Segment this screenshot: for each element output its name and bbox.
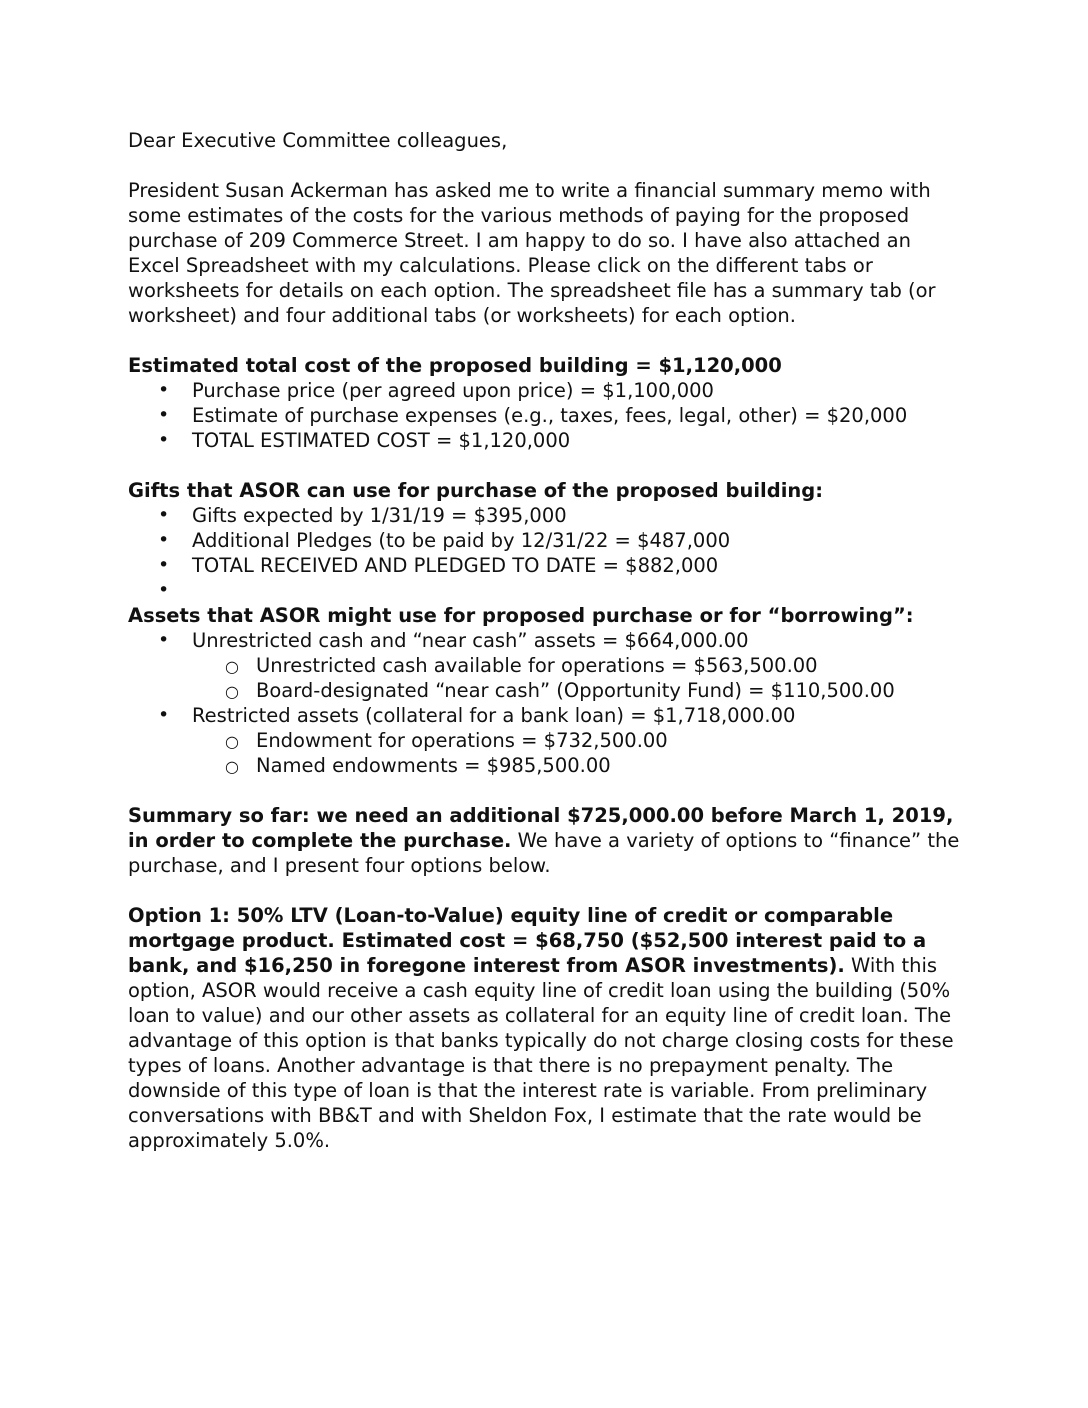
list-item: • Restricted assets (collateral for a bank loan) = $1,718,000.00 — [158, 704, 796, 727]
sub-list-item: ○ Unrestricted cash available for operations = $563,500.00 — [225, 654, 818, 677]
list-item: • Gifts expected by 1/31/19 = $395,000 — [158, 504, 567, 527]
bullet-icon: • — [158, 429, 170, 451]
list-item: • Estimate of purchase expenses (e.g., taxes, fees, legal, other) = $20,000 — [158, 404, 908, 427]
circle-bullet-icon: ○ — [225, 732, 239, 751]
bullet-icon: • — [158, 529, 170, 551]
memo-body — [128, 128, 968, 1153]
list-item-empty — [128, 578, 968, 603]
bullet-icon: • — [158, 704, 170, 726]
cost-list — [128, 378, 968, 453]
summary-paragraph — [128, 803, 968, 878]
cost-heading: Estimated total cost of the proposed building = $1,120,000 — [128, 354, 782, 377]
bullet-icon: • — [158, 629, 170, 651]
greeting: Dear Executive Committee colleagues, — [128, 129, 508, 152]
sub-list-item: ○ Endowment for operations = $732,500.00 — [225, 729, 668, 752]
list-item: • TOTAL RECEIVED AND PLEDGED TO DATE = $882,000 — [158, 554, 719, 577]
sub-list-item: ○ Board-designated “near cash” (Opportunity Fund) = $110,500.00 — [225, 679, 895, 702]
circle-bullet-icon: ○ — [225, 757, 239, 776]
gifts-heading: Gifts that ASOR can use for purchase of the proposed building: — [128, 479, 824, 502]
assets-heading: Assets that ASOR might use for proposed purchase or for “borrowing”: — [128, 604, 914, 627]
option1-text: With this option, ASOR would receive a cash equity line of credit loan using the building (50% loan to value) and our other assets as collateral for an equity line of credit loan. The advantage of this option is that banks typically do not charge closing costs for these types of loans. Another advantage is that there is no prepayment penalty. The downside of this type of loan is that the interest rate is variable. From preliminary conversations with BB&T and with Sheldon Fox, I estimate that the rate would be approximately 5.0%. — [128, 954, 954, 1152]
list-item: • TOTAL ESTIMATED COST = $1,120,000 — [158, 429, 571, 452]
circle-bullet-icon: ○ — [225, 682, 239, 701]
bullet-icon: • — [158, 554, 170, 576]
bullet-icon: • — [158, 504, 170, 526]
bullet-icon: • — [158, 379, 170, 401]
summary-text: We have a variety of options to “finance” the purchase, and I present four options below. — [128, 829, 960, 877]
intro-paragraph: President Susan Ackerman has asked me to write a financial summary memo with some estimates of the costs for the various methods of paying for the proposed purchase of 209 Commerce Street. I am happy to do so. I have also attached an Excel Spreadsheet with my calculations. Please click on the different tabs or worksheets for details on each option. The spreadsheet file has a summary tab (or worksheet) and four additional tabs (or worksheets) for each option. — [128, 179, 936, 327]
option1-paragraph — [128, 903, 968, 1153]
list-item: • Purchase price (per agreed upon price) = $1,100,000 — [158, 379, 714, 402]
bullet-icon: • — [158, 579, 170, 601]
sub-list-item: ○ Named endowments = $985,500.00 — [225, 754, 611, 777]
list-item: • Unrestricted cash and “near cash” assets = $664,000.00 — [158, 629, 749, 652]
circle-bullet-icon: ○ — [225, 657, 239, 676]
bullet-icon: • — [158, 404, 170, 426]
summary-bold: Summary so far: we need an additional $725,000.00 before March 1, 2019, in order to complete the purchase. — [128, 804, 954, 852]
assets-list — [128, 628, 968, 778]
option1-bold: Option 1: 50% LTV (Loan-to-Value) equity line of credit or comparable mortgage product. Estimated cost = $68,750 ($52,500 interest paid to a bank, and $16,250 in foregone interest from ASOR investments). — [128, 904, 927, 977]
list-item: • Additional Pledges (to be paid by 12/31/22 = $487,000 — [158, 529, 731, 552]
gifts-list — [128, 503, 968, 603]
